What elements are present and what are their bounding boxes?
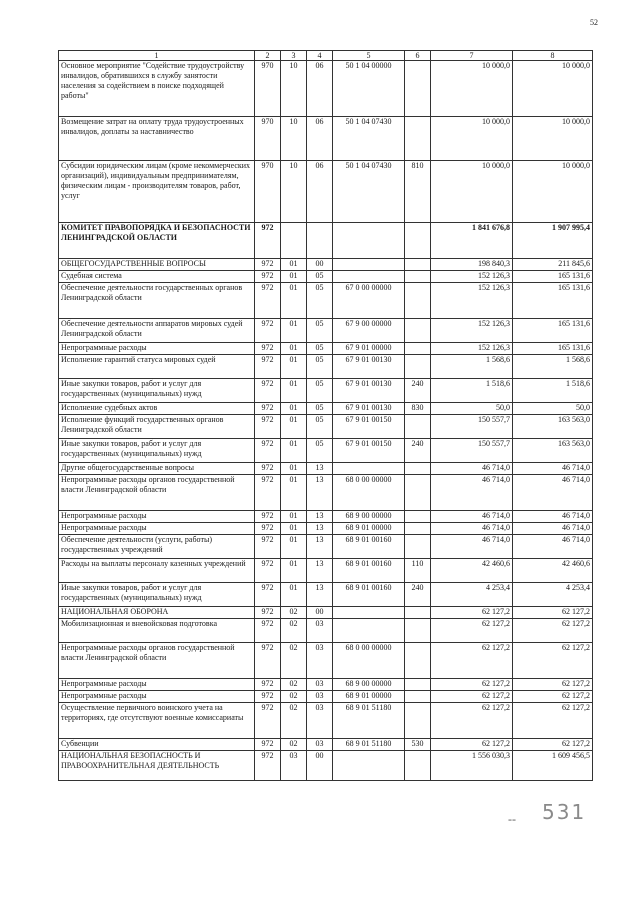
cell-subsection: 05 (307, 343, 333, 355)
table-row (59, 523, 593, 535)
table-row (59, 117, 593, 161)
cell-target-article (333, 463, 405, 475)
cell-expense-type: 240 (405, 379, 431, 403)
header-cell: 6 (405, 51, 431, 61)
cell-amount-year2: 10 000,0 (513, 61, 593, 117)
cell-section: 01 (281, 475, 307, 511)
table-row (59, 223, 593, 259)
cell-name: Субсидии юридическим лицам (кроме некоммерческих организаций), индивидуальным предпринимателям, физическим лицам - производителям товаров, работ, услуг (59, 161, 255, 223)
cell-subsection: 05 (307, 403, 333, 415)
cell-name: КОМИТЕТ ПРАВОПОРЯДКА И БЕЗОПАСНОСТИ ЛЕНИНГРАДСКОЙ ОБЛАСТИ (59, 223, 255, 259)
cell-name: Возмещение затрат на оплату труда трудоустроенных инвалидов, доплаты за наставничество (59, 117, 255, 161)
cell-amount-year1: 46 714,0 (431, 535, 513, 559)
cell-name: Исполнение судебных актов (59, 403, 255, 415)
cell-section: 01 (281, 271, 307, 283)
cell-name: ОБЩЕГОСУДАРСТВЕННЫЕ ВОПРОСЫ (59, 259, 255, 271)
cell-grbs: 972 (255, 739, 281, 751)
cell-amount-year1: 46 714,0 (431, 463, 513, 475)
cell-name: Иные закупки товаров, работ и услуг для государственных (муниципальных) нужд (59, 379, 255, 403)
header-cell: 5 (333, 51, 405, 61)
table-row (59, 559, 593, 583)
cell-amount-year2: 50,0 (513, 403, 593, 415)
cell-amount-year2: 163 563,0 (513, 439, 593, 463)
cell-subsection: 13 (307, 535, 333, 559)
header-cell: 8 (513, 51, 593, 61)
cell-amount-year2: 163 563,0 (513, 415, 593, 439)
cell-name: Осуществление первичного воинского учета на территориях, где отсутствуют военные комиссариаты (59, 703, 255, 739)
cell-amount-year1: 10 000,0 (431, 61, 513, 117)
cell-target-article (333, 271, 405, 283)
table-row (59, 319, 593, 343)
cell-expense-type: 530 (405, 739, 431, 751)
cell-section: 01 (281, 355, 307, 379)
table-row (59, 355, 593, 379)
cell-subsection (307, 223, 333, 259)
cell-subsection: 13 (307, 559, 333, 583)
cell-subsection: 06 (307, 161, 333, 223)
cell-target-article: 50 1 04 07430 (333, 117, 405, 161)
cell-name: Судебная система (59, 271, 255, 283)
table-body (59, 61, 593, 781)
cell-amount-year2: 211 845,6 (513, 259, 593, 271)
cell-name: Непрограммные расходы (59, 523, 255, 535)
cell-amount-year1: 62 127,2 (431, 691, 513, 703)
cell-grbs: 972 (255, 379, 281, 403)
cell-expense-type: 110 (405, 559, 431, 583)
cell-subsection: 03 (307, 703, 333, 739)
table-row (59, 751, 593, 781)
budget-table (58, 50, 593, 781)
cell-target-article: 68 9 01 00160 (333, 559, 405, 583)
cell-target-article: 68 9 01 00160 (333, 535, 405, 559)
cell-section: 10 (281, 117, 307, 161)
cell-grbs: 972 (255, 511, 281, 523)
cell-amount-year1: 4 253,4 (431, 583, 513, 607)
cell-section: 03 (281, 751, 307, 781)
cell-target-article (333, 619, 405, 643)
cell-subsection: 05 (307, 355, 333, 379)
cell-section: 01 (281, 343, 307, 355)
cell-target-article: 67 9 00 00000 (333, 319, 405, 343)
table-row (59, 511, 593, 523)
cell-target-article: 67 9 01 00130 (333, 379, 405, 403)
cell-amount-year2: 10 000,0 (513, 117, 593, 161)
cell-target-article: 50 1 04 00000 (333, 61, 405, 117)
cell-grbs: 972 (255, 271, 281, 283)
cell-section: 01 (281, 379, 307, 403)
cell-grbs: 970 (255, 117, 281, 161)
cell-target-article: 67 0 00 00000 (333, 283, 405, 319)
cell-subsection: 13 (307, 475, 333, 511)
cell-amount-year2: 10 000,0 (513, 161, 593, 223)
cell-amount-year2: 62 127,2 (513, 691, 593, 703)
cell-subsection: 05 (307, 415, 333, 439)
cell-target-article: 68 9 01 00160 (333, 583, 405, 607)
header-cell: 2 (255, 51, 281, 61)
cell-amount-year2: 1 568,6 (513, 355, 593, 379)
cell-target-article: 67 9 01 00130 (333, 403, 405, 415)
cell-expense-type (405, 415, 431, 439)
cell-section: 01 (281, 523, 307, 535)
cell-name: Непрограммные расходы органов государственной власти Ленинградской области (59, 475, 255, 511)
header-cell: 3 (281, 51, 307, 61)
cell-expense-type (405, 343, 431, 355)
header-cell: 4 (307, 51, 333, 61)
cell-amount-year1: 152 126,3 (431, 283, 513, 319)
cell-amount-year1: 62 127,2 (431, 619, 513, 643)
cell-amount-year2: 42 460,6 (513, 559, 593, 583)
cell-section: 02 (281, 691, 307, 703)
cell-name: Мобилизационная и вневойсковая подготовка (59, 619, 255, 643)
cell-subsection: 13 (307, 463, 333, 475)
cell-name: Непрограммные расходы (59, 343, 255, 355)
cell-target-article: 68 9 00 00000 (333, 511, 405, 523)
table-row (59, 415, 593, 439)
cell-expense-type (405, 679, 431, 691)
cell-target-article: 68 9 01 51180 (333, 739, 405, 751)
cell-section: 02 (281, 679, 307, 691)
cell-grbs: 972 (255, 439, 281, 463)
cell-name: Исполнение функций государственных органов Ленинградской области (59, 415, 255, 439)
cell-name: Обеспечение деятельности аппаратов мировых судей Ленинградской области (59, 319, 255, 343)
cell-target-article: 68 9 00 00000 (333, 679, 405, 691)
cell-target-article: 68 0 00 00000 (333, 643, 405, 679)
cell-subsection: 13 (307, 511, 333, 523)
cell-grbs: 972 (255, 283, 281, 319)
cell-grbs: 972 (255, 535, 281, 559)
cell-amount-year1: 50,0 (431, 403, 513, 415)
table-row (59, 643, 593, 679)
cell-grbs: 972 (255, 619, 281, 643)
table-row (59, 161, 593, 223)
cell-amount-year2: 62 127,2 (513, 607, 593, 619)
cell-amount-year2: 62 127,2 (513, 643, 593, 679)
cell-subsection: 03 (307, 739, 333, 751)
table-row (59, 703, 593, 739)
cell-expense-type (405, 691, 431, 703)
cell-amount-year1: 62 127,2 (431, 703, 513, 739)
cell-subsection: 13 (307, 523, 333, 535)
cell-target-article: 68 9 01 00000 (333, 523, 405, 535)
table-row (59, 739, 593, 751)
cell-subsection: 03 (307, 679, 333, 691)
cell-target-article: 68 0 00 00000 (333, 475, 405, 511)
table-row (59, 691, 593, 703)
cell-subsection: 00 (307, 259, 333, 271)
cell-target-article: 50 1 04 07430 (333, 161, 405, 223)
cell-expense-type (405, 643, 431, 679)
cell-grbs: 972 (255, 259, 281, 271)
table-row (59, 607, 593, 619)
cell-expense-type (405, 523, 431, 535)
cell-expense-type: 240 (405, 583, 431, 607)
cell-grbs: 970 (255, 161, 281, 223)
cell-grbs: 972 (255, 319, 281, 343)
cell-amount-year1: 62 127,2 (431, 607, 513, 619)
cell-name: НАЦИОНАЛЬНАЯ БЕЗОПАСНОСТЬ И ПРАВООХРАНИТЕЛЬНАЯ ДЕЯТЕЛЬНОСТЬ (59, 751, 255, 781)
cell-grbs: 972 (255, 643, 281, 679)
cell-name: Обеспечение деятельности (услуги, работы) государственных учреждений (59, 535, 255, 559)
cell-target-article: 67 9 01 00150 (333, 439, 405, 463)
cell-expense-type (405, 703, 431, 739)
cell-amount-year2: 165 131,6 (513, 319, 593, 343)
cell-amount-year1: 46 714,0 (431, 523, 513, 535)
cell-section: 10 (281, 161, 307, 223)
cell-name: Другие общегосударственные вопросы (59, 463, 255, 475)
cell-expense-type (405, 283, 431, 319)
cell-amount-year1: 198 840,3 (431, 259, 513, 271)
cell-section: 02 (281, 607, 307, 619)
cell-grbs: 972 (255, 475, 281, 511)
cell-expense-type (405, 619, 431, 643)
page-stamp: 531 (542, 800, 587, 824)
cell-target-article (333, 223, 405, 259)
cell-section: 01 (281, 559, 307, 583)
table-row (59, 61, 593, 117)
table-row (59, 259, 593, 271)
header-cell: 7 (431, 51, 513, 61)
cell-expense-type: 810 (405, 161, 431, 223)
cell-grbs: 972 (255, 463, 281, 475)
table-row (59, 679, 593, 691)
cell-amount-year1: 150 557,7 (431, 439, 513, 463)
cell-grbs: 972 (255, 691, 281, 703)
cell-grbs: 972 (255, 415, 281, 439)
cell-amount-year2: 62 127,2 (513, 703, 593, 739)
cell-subsection: 05 (307, 283, 333, 319)
cell-grbs: 972 (255, 559, 281, 583)
cell-grbs: 972 (255, 679, 281, 691)
cell-grbs: 972 (255, 583, 281, 607)
table-row (59, 463, 593, 475)
cell-amount-year2: 165 131,6 (513, 343, 593, 355)
cell-grbs: 972 (255, 223, 281, 259)
cell-amount-year2: 46 714,0 (513, 511, 593, 523)
footer-dash: -- (508, 812, 516, 826)
cell-expense-type (405, 61, 431, 117)
table-row (59, 619, 593, 643)
cell-expense-type (405, 463, 431, 475)
cell-amount-year1: 42 460,6 (431, 559, 513, 583)
cell-subsection: 05 (307, 439, 333, 463)
cell-name: Непрограммные расходы органов государственной власти Ленинградской области (59, 643, 255, 679)
cell-amount-year1: 46 714,0 (431, 475, 513, 511)
cell-subsection: 13 (307, 583, 333, 607)
cell-name: НАЦИОНАЛЬНАЯ ОБОРОНА (59, 607, 255, 619)
cell-amount-year1: 10 000,0 (431, 161, 513, 223)
cell-name: Иные закупки товаров, работ и услуг для государственных (муниципальных) нужд (59, 439, 255, 463)
cell-name: Непрограммные расходы (59, 679, 255, 691)
cell-grbs: 972 (255, 343, 281, 355)
cell-subsection: 00 (307, 751, 333, 781)
cell-subsection: 03 (307, 643, 333, 679)
cell-grbs: 972 (255, 523, 281, 535)
cell-expense-type (405, 511, 431, 523)
cell-expense-type (405, 223, 431, 259)
cell-grbs: 972 (255, 751, 281, 781)
cell-section: 02 (281, 739, 307, 751)
cell-target-article: 68 9 01 51180 (333, 703, 405, 739)
cell-expense-type (405, 751, 431, 781)
cell-section: 02 (281, 703, 307, 739)
cell-name: Основное мероприятие "Содействие трудоустройству инвалидов, обратившихся в службу занятости населения за содействием в поиске подходящей работы" (59, 61, 255, 117)
cell-subsection: 05 (307, 271, 333, 283)
cell-name: Непрограммные расходы (59, 691, 255, 703)
cell-section: 01 (281, 439, 307, 463)
table-row (59, 583, 593, 607)
cell-amount-year2: 1 518,6 (513, 379, 593, 403)
cell-amount-year2: 165 131,6 (513, 283, 593, 319)
cell-subsection: 03 (307, 691, 333, 703)
cell-grbs: 972 (255, 607, 281, 619)
cell-expense-type (405, 535, 431, 559)
cell-grbs: 972 (255, 703, 281, 739)
cell-target-article (333, 751, 405, 781)
cell-section: 01 (281, 535, 307, 559)
cell-section: 01 (281, 283, 307, 319)
cell-name: Иные закупки товаров, работ и услуг для государственных (муниципальных) нужд (59, 583, 255, 607)
cell-section: 01 (281, 463, 307, 475)
table-row (59, 475, 593, 511)
cell-subsection: 05 (307, 319, 333, 343)
cell-section: 01 (281, 319, 307, 343)
cell-grbs: 970 (255, 61, 281, 117)
cell-name: Обеспечение деятельности государственных органов Ленинградской области (59, 283, 255, 319)
cell-subsection: 00 (307, 607, 333, 619)
cell-section: 01 (281, 415, 307, 439)
cell-expense-type (405, 117, 431, 161)
cell-section: 10 (281, 61, 307, 117)
table-row (59, 283, 593, 319)
table-header-row (59, 51, 593, 61)
cell-section (281, 223, 307, 259)
cell-name: Расходы на выплаты персоналу казенных учреждений (59, 559, 255, 583)
cell-expense-type (405, 271, 431, 283)
cell-amount-year1: 152 126,3 (431, 319, 513, 343)
cell-amount-year2: 46 714,0 (513, 463, 593, 475)
table-row (59, 271, 593, 283)
cell-expense-type (405, 319, 431, 343)
cell-subsection: 06 (307, 117, 333, 161)
cell-target-article (333, 259, 405, 271)
cell-subsection: 05 (307, 379, 333, 403)
cell-section: 01 (281, 583, 307, 607)
cell-amount-year2: 46 714,0 (513, 523, 593, 535)
cell-amount-year1: 62 127,2 (431, 739, 513, 751)
cell-amount-year2: 1 609 456,5 (513, 751, 593, 781)
cell-name: Непрограммные расходы (59, 511, 255, 523)
cell-amount-year2: 62 127,2 (513, 619, 593, 643)
cell-section: 02 (281, 643, 307, 679)
cell-expense-type (405, 259, 431, 271)
cell-amount-year2: 62 127,2 (513, 739, 593, 751)
cell-amount-year1: 62 127,2 (431, 679, 513, 691)
table-row (59, 403, 593, 415)
cell-target-article: 67 9 01 00000 (333, 343, 405, 355)
cell-target-article: 67 9 01 00150 (333, 415, 405, 439)
header-cell: 1 (59, 51, 255, 61)
cell-amount-year2: 62 127,2 (513, 679, 593, 691)
cell-section: 01 (281, 511, 307, 523)
cell-amount-year1: 1 518,6 (431, 379, 513, 403)
cell-amount-year2: 46 714,0 (513, 535, 593, 559)
cell-section: 01 (281, 259, 307, 271)
table-row (59, 439, 593, 463)
page-number: 52 (590, 18, 598, 27)
cell-grbs: 972 (255, 355, 281, 379)
cell-amount-year1: 1 841 676,8 (431, 223, 513, 259)
cell-amount-year1: 150 557,7 (431, 415, 513, 439)
cell-target-article: 67 9 01 00130 (333, 355, 405, 379)
cell-amount-year1: 1 568,6 (431, 355, 513, 379)
table-row (59, 343, 593, 355)
cell-grbs: 972 (255, 403, 281, 415)
cell-target-article (333, 607, 405, 619)
table-row (59, 379, 593, 403)
table-row (59, 535, 593, 559)
cell-name: Исполнение гарантий статуса мировых судей (59, 355, 255, 379)
cell-amount-year2: 46 714,0 (513, 475, 593, 511)
cell-expense-type: 830 (405, 403, 431, 415)
cell-expense-type (405, 607, 431, 619)
cell-target-article: 68 9 01 00000 (333, 691, 405, 703)
cell-amount-year2: 1 907 995,4 (513, 223, 593, 259)
cell-expense-type: 240 (405, 439, 431, 463)
cell-subsection: 06 (307, 61, 333, 117)
cell-amount-year1: 46 714,0 (431, 511, 513, 523)
cell-amount-year1: 62 127,2 (431, 643, 513, 679)
cell-amount-year2: 4 253,4 (513, 583, 593, 607)
cell-expense-type (405, 355, 431, 379)
cell-section: 02 (281, 619, 307, 643)
cell-amount-year1: 152 126,3 (431, 343, 513, 355)
cell-amount-year2: 165 131,6 (513, 271, 593, 283)
cell-amount-year1: 10 000,0 (431, 117, 513, 161)
cell-amount-year1: 152 126,3 (431, 271, 513, 283)
cell-name: Субвенции (59, 739, 255, 751)
cell-expense-type (405, 475, 431, 511)
cell-amount-year1: 1 556 030,3 (431, 751, 513, 781)
cell-section: 01 (281, 403, 307, 415)
cell-subsection: 03 (307, 619, 333, 643)
